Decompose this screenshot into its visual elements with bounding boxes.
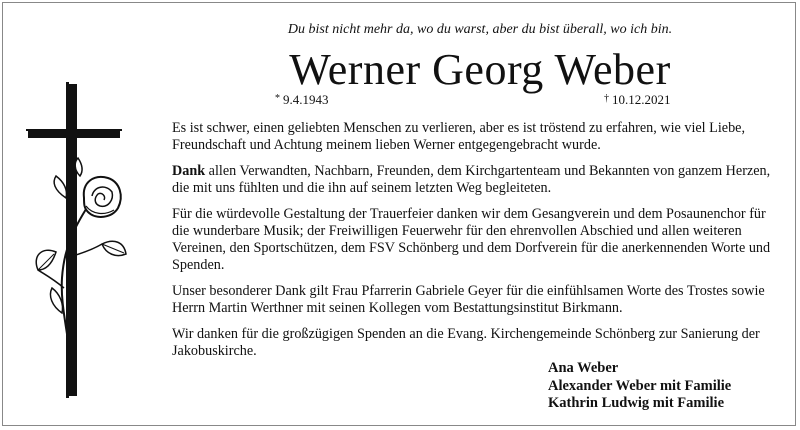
birth-date [275,92,329,108]
motto-quote: Du bist nicht mehr da, wo du warst, aber du bist überall, wo ich bin. [287,22,673,37]
paragraph-gratitude: Es ist schwer, einen geliebten Menschen zu verlieren, aber es ist tröstend zu erfahren, wie viel Liebe, Freundschaft und Achtung meinem lieben Werner entgegengebracht wurde. [172,120,746,153]
signature-line: Alexander Weber mit Familie [548,377,732,394]
signature-line: Ana Weber [548,360,619,376]
paragraph-donations: Wir danken für die großzügigen Spenden an die Evang. Kirchengemeinde Schönberg zur Sanierung der Jakobuskirche. [172,326,760,359]
birth-star-icon: * [275,93,280,104]
death-date-value: 10.12.2021 [612,92,671,107]
cross-with-rose-icon [22,78,142,400]
death-dagger-icon: † [604,93,609,104]
obituary-text [172,120,782,369]
deceased-name: Werner Georg Weber [289,45,671,94]
paragraph-special-thanks: Unser besonderer Dank gilt Frau Pfarrerin Gabriele Geyer für die einfühlsamen Worte des Trostes sowie Herrn Martin Werthner mit seinen Kollegen vom Bestattungsinstitut Birkmann. [172,283,765,316]
paragraph-thanks-relatives [172,163,782,197]
paragraph-ceremony: Für die würdevolle Gestaltung der Trauerfeier danken wir dem Gesangverein und dem Posaunenchor für die wunderbare Musik; der Freiwilligen Feuerwehr für den ehrenvollen Abschied und allen weiteren Vereinen, den Sportschützen, dem FSV Schönberg und dem Dorfverein für die anerkennenden Worte und Spenden. [172,206,771,273]
death-date [604,92,671,108]
signature-line: Kathrin Ludwig mit Familie [548,395,725,411]
thanks-relatives-text: allen Verwandten, Nachbarn, Freunden, dem Kirchgartenteam und Bekannten von ganzem Herzen, die mit uns fühlten und die ihn auf seinem letzten Weg begleiteten. [172,163,771,196]
thanks-word: Dank [172,163,206,179]
signature-block [548,360,731,413]
birth-date-value: 9.4.1943 [283,92,329,107]
